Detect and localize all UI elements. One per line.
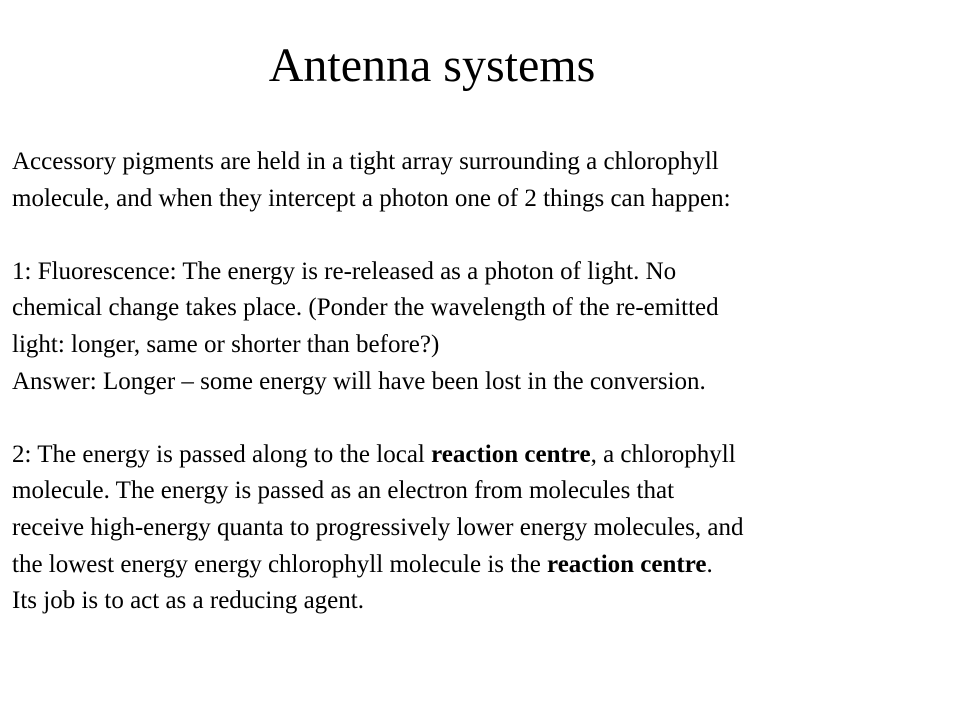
reaction-centre-term: reaction centre <box>547 550 707 578</box>
reaction-centre-term: reaction centre <box>431 440 591 468</box>
reaction-line-1-end: , a chlorophyll <box>590 440 736 468</box>
fluorescence-paragraph <box>12 254 952 400</box>
reaction-line-4-start: the lowest energy energy chlorophyll molecule is the <box>12 550 548 578</box>
reaction-line-1-start: 2: The energy is passed along to the local <box>12 440 432 468</box>
reaction-line-1 <box>12 437 952 474</box>
reaction-line-4 <box>12 547 952 584</box>
reaction-line-4-end: . <box>706 550 713 578</box>
slide-title: Antenna systems <box>268 39 596 92</box>
fluorescence-line-2: chemical change takes place. (Ponder the wavelength of the re-emitted <box>12 294 719 322</box>
slide-body <box>12 144 952 620</box>
reaction-line-5: Its job is to act as a reducing agent. <box>12 587 364 615</box>
fluorescence-line-1: 1: Fluorescence: The energy is re-released as a photon of light. No <box>12 257 677 285</box>
reaction-centre-paragraph <box>12 437 952 620</box>
reaction-line-3: receive high-energy quanta to progressively lower energy molecules, and <box>12 513 744 541</box>
intro-paragraph <box>12 144 952 217</box>
paragraph-gap <box>12 217 952 254</box>
fluorescence-answer: Answer: Longer – some energy will have been lost in the conversion. <box>12 367 706 395</box>
paragraph-gap <box>12 400 952 437</box>
reaction-line-2: molecule. The energy is passed as an electron from molecules that <box>12 477 675 505</box>
intro-line-2: molecule, and when they intercept a photon one of 2 things can happen: <box>12 184 731 212</box>
intro-line-1: Accessory pigments are held in a tight array surrounding a chlorophyll <box>12 148 719 175</box>
fluorescence-line-3: light: longer, same or shorter than before?) <box>12 330 440 358</box>
